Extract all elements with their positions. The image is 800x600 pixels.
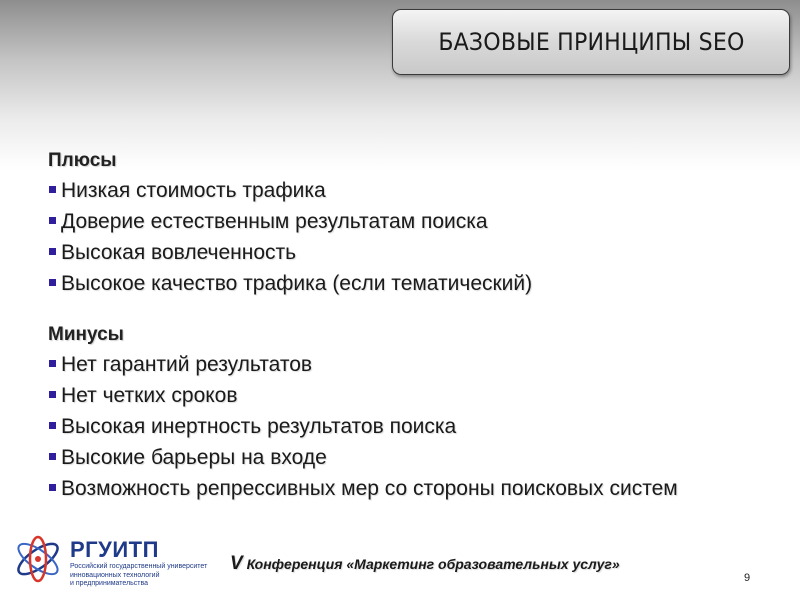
pros-section bbox=[48, 147, 788, 299]
page-number: 9 bbox=[744, 572, 751, 584]
list-item-text: Нет четких сроков bbox=[61, 384, 238, 407]
logo-name: РГУИТП bbox=[70, 537, 159, 562]
list-item bbox=[48, 473, 788, 504]
square-bullet-icon bbox=[49, 248, 56, 255]
square-bullet-icon bbox=[49, 422, 56, 429]
title-box bbox=[392, 9, 790, 75]
slide-content bbox=[48, 147, 788, 504]
logo-subtitle-line: Российский государственный университет bbox=[70, 563, 208, 570]
section-spacer bbox=[48, 299, 788, 321]
list-item bbox=[48, 380, 788, 411]
list-item bbox=[48, 206, 788, 237]
cons-section bbox=[48, 321, 788, 504]
slide-title: БАЗОВЫЕ ПРИНЦИПЫ SEO bbox=[437, 28, 745, 56]
list-item-text: Высокое качество трафика (если тематический) bbox=[61, 272, 533, 295]
list-item-text: Низкая стоимость трафика bbox=[61, 179, 326, 202]
list-item-text: Возможность репрессивных мер со стороны поисковых систем bbox=[61, 477, 678, 500]
atom-logo-icon bbox=[12, 532, 68, 586]
square-bullet-icon bbox=[49, 360, 56, 367]
list-item bbox=[48, 442, 788, 473]
cons-list bbox=[48, 349, 788, 504]
list-item bbox=[48, 411, 788, 442]
list-item-text: Высокая инертность результатов поиска bbox=[61, 415, 457, 438]
square-bullet-icon bbox=[49, 484, 56, 491]
pros-list bbox=[48, 175, 788, 299]
university-logo bbox=[12, 532, 232, 594]
list-item bbox=[48, 237, 788, 268]
list-item-text: Высокая вовлеченность bbox=[61, 241, 297, 264]
square-bullet-icon bbox=[49, 217, 56, 224]
logo-subtitle bbox=[70, 563, 240, 589]
list-item-text: Нет гарантий результатов bbox=[61, 353, 313, 376]
cons-heading: Минусы bbox=[48, 324, 124, 345]
square-bullet-icon bbox=[49, 186, 56, 193]
pros-heading: Плюсы bbox=[48, 150, 117, 171]
list-item bbox=[48, 349, 788, 380]
logo-subtitle-line: и предпринимательства bbox=[70, 580, 149, 587]
list-item-text: Высокие барьеры на входе bbox=[61, 446, 327, 469]
list-item bbox=[48, 268, 788, 299]
square-bullet-icon bbox=[49, 453, 56, 460]
square-bullet-icon bbox=[49, 279, 56, 286]
conference-number: V bbox=[230, 553, 243, 574]
list-item bbox=[48, 175, 788, 206]
square-bullet-icon bbox=[49, 391, 56, 398]
conference-caption bbox=[230, 553, 620, 575]
conference-title: Конференция «Маркетинг образовательных услуг» bbox=[242, 556, 620, 572]
logo-subtitle-line: инновационных технологий bbox=[70, 571, 160, 579]
list-item-text: Доверие естественным результатам поиска bbox=[61, 210, 488, 233]
